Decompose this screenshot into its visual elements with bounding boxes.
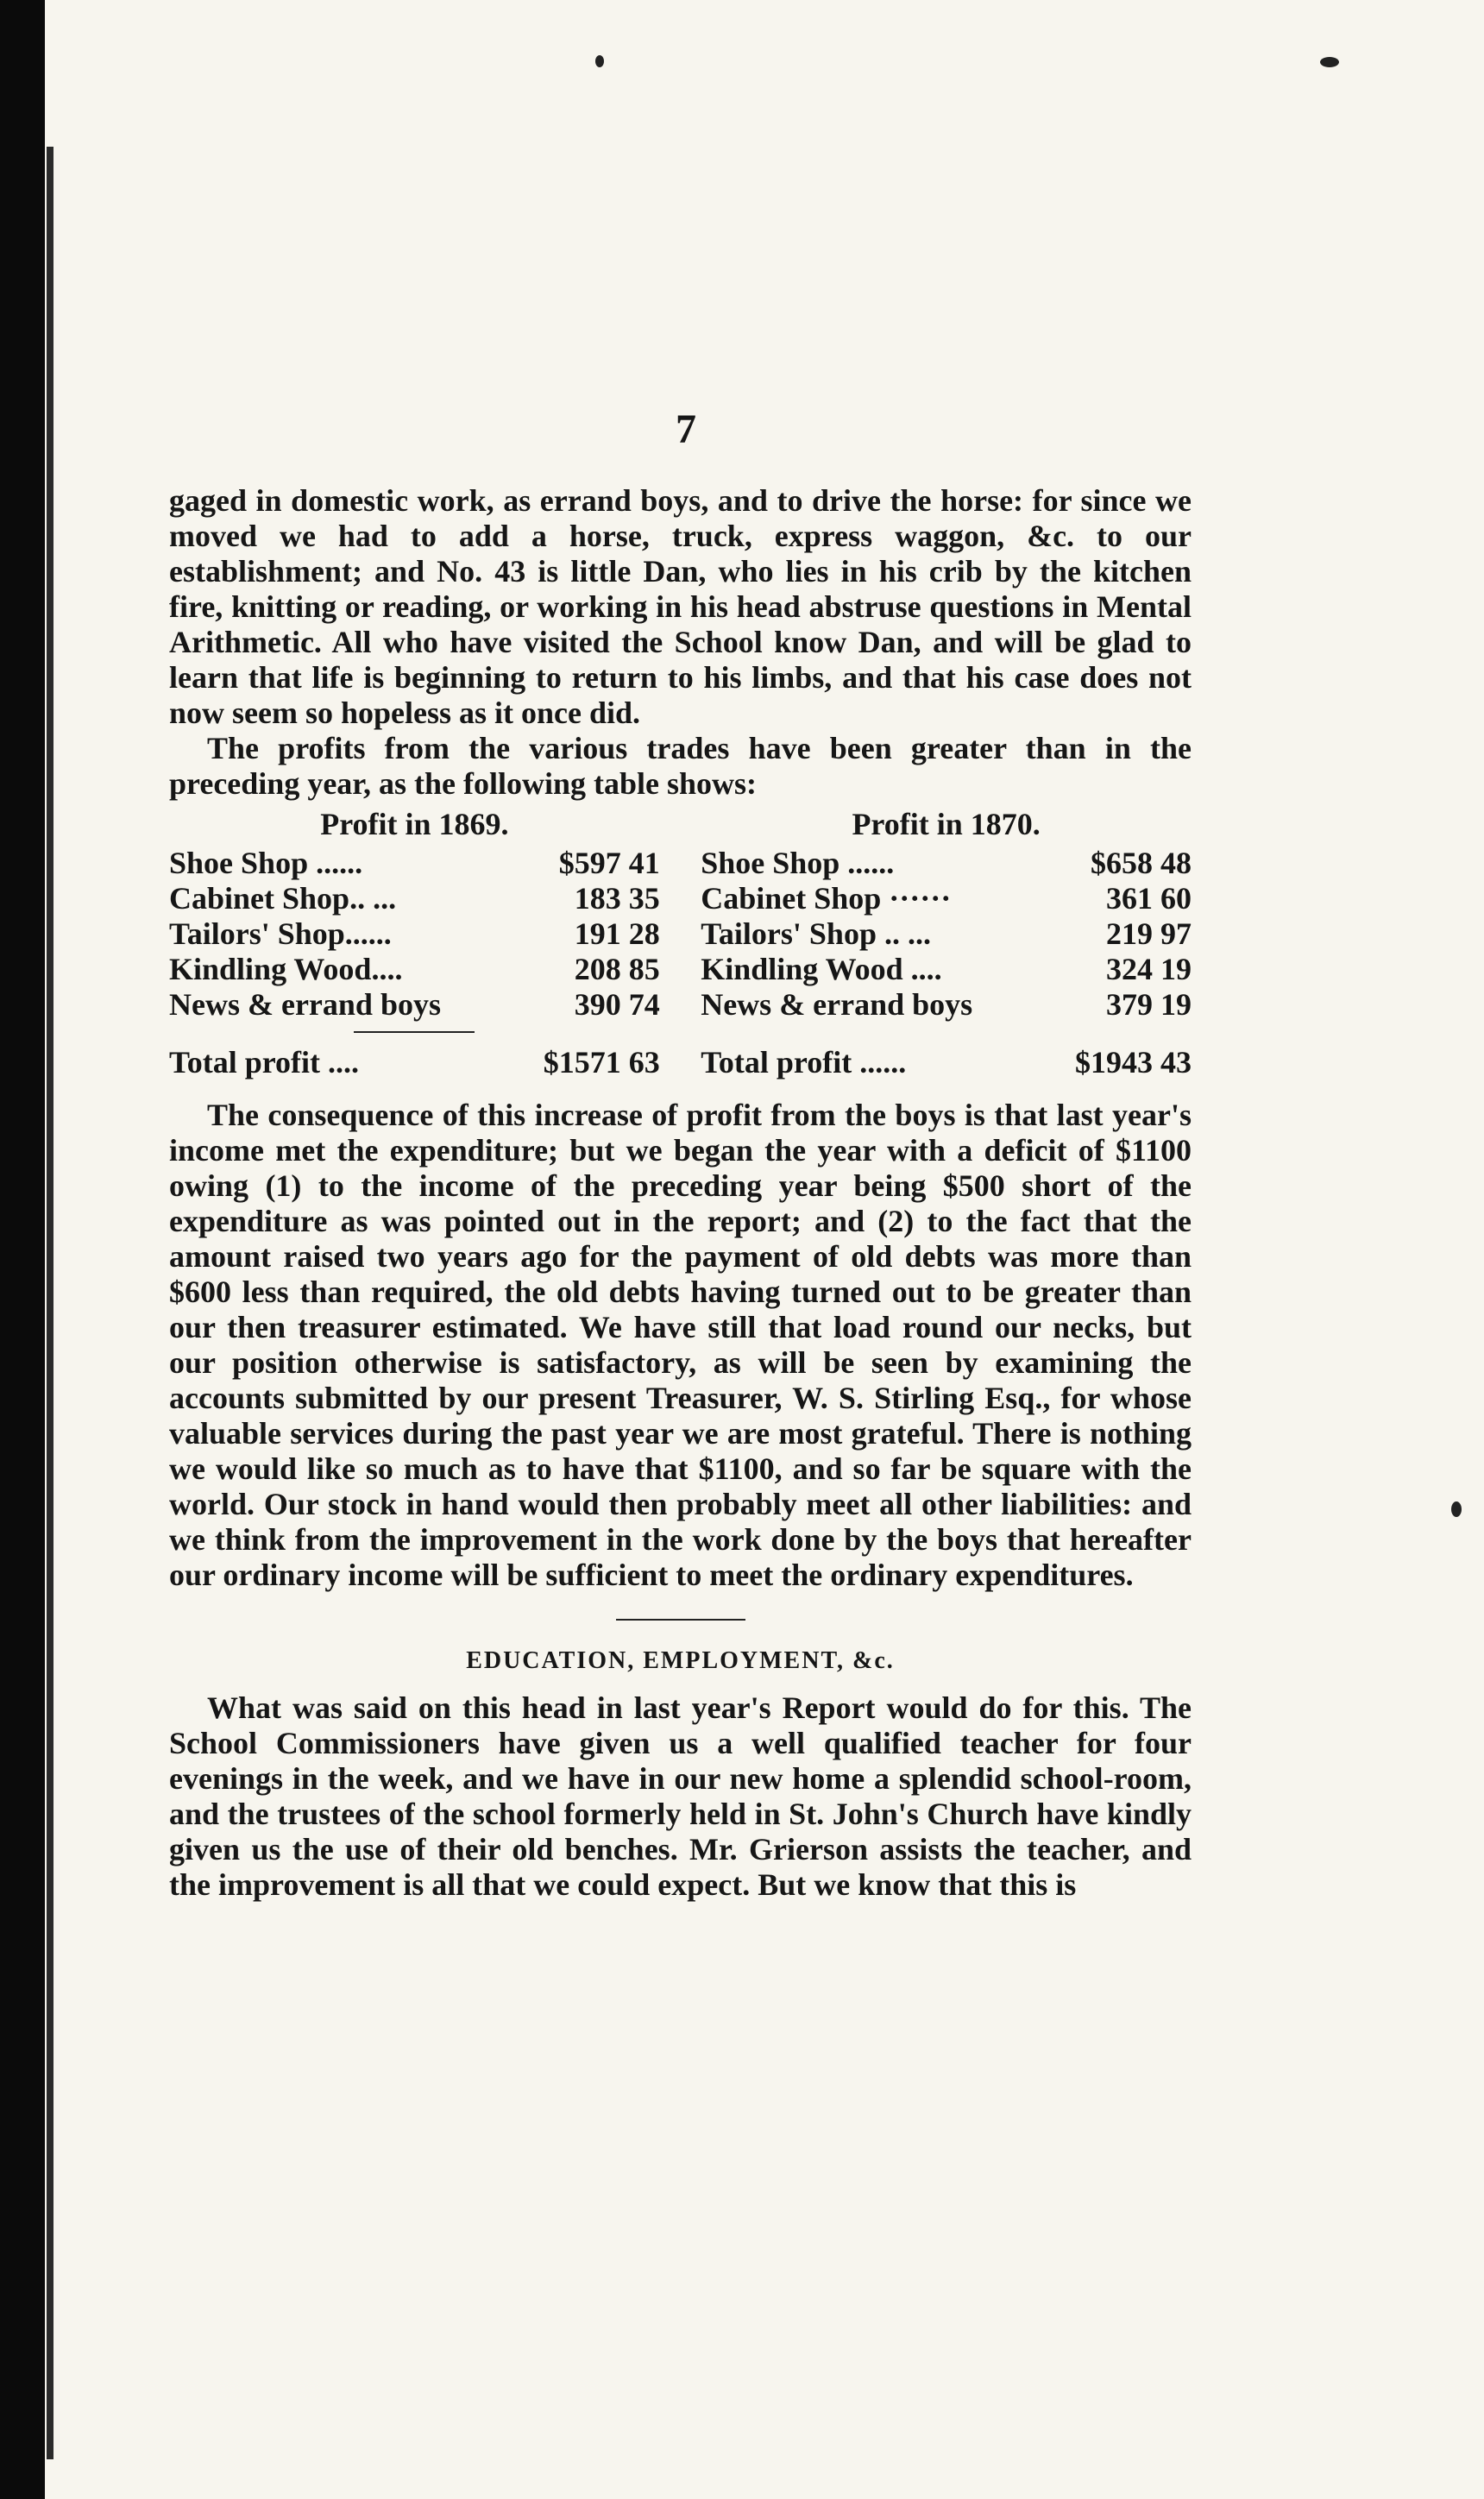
table-row — [169, 916, 660, 952]
table-row — [701, 916, 1192, 952]
row-amount: 191 28 — [574, 916, 660, 951]
paragraph: What was said on this head in last year's Report would do for this. The School Commissioners have given us a well qualified teacher for four evenings in the week, and we have in our new home a splendid school-room, and the trustees of the school formerly held in St. John's Church have kindly given us the use of their old benches. Mr. Grierson assists the teacher, and the improvement is all that we could expect. But we know that this is — [169, 1690, 1192, 1902]
total-amount: $1943 43 — [1075, 1045, 1192, 1080]
total-label: Total profit .... — [169, 1045, 360, 1080]
page-number: 7 — [676, 406, 696, 452]
row-label: Cabinet Shop.. ... — [169, 881, 397, 916]
binding-edge — [47, 147, 53, 2459]
row-label: Kindling Wood.... — [169, 952, 403, 986]
row-amount: 390 74 — [574, 987, 660, 1022]
table-row — [169, 952, 660, 987]
page-body — [169, 483, 1192, 1903]
profit-table-1869 — [169, 807, 660, 1080]
table-row — [169, 987, 660, 1023]
row-label: Shoe Shop ...... — [169, 846, 363, 880]
total-label: Total profit ...... — [701, 1045, 907, 1080]
total-amount: $1571 63 — [543, 1045, 660, 1080]
row-amount: $597 41 — [558, 846, 660, 880]
row-label: News & errand boys — [169, 987, 441, 1022]
section-divider — [616, 1619, 745, 1621]
row-amount: 183 35 — [574, 881, 660, 916]
scan-speck — [595, 55, 604, 67]
section-heading: EDUCATION, EMPLOYMENT, &c. — [466, 1647, 895, 1674]
row-label: Tailors' Shop .. ... — [701, 916, 931, 951]
table-row — [169, 881, 660, 916]
profit-tables — [169, 807, 1192, 1080]
table-row — [701, 952, 1192, 987]
row-label: Tailors' Shop...... — [169, 916, 392, 951]
sum-rule — [354, 1031, 475, 1033]
row-amount: 219 97 — [1106, 916, 1192, 951]
scan-speck — [1320, 57, 1339, 67]
row-label: Cabinet Shop ······ — [701, 881, 952, 916]
paragraph: gaged in domestic work, as errand boys, and to drive the horse: for since we moved we had to add a horse, truck, express waggon, &c. to our establishment; and No. 43 is little Dan, who lies in his crib by the kitchen fire, knitting or reading, or working in his head abstruse questions in Mental Arithmetic. All who have visited the School know Dan, and will be glad to learn that life is beginning to return to his limbs, and that his case does not now seem so hopeless as it once did. — [169, 483, 1192, 730]
row-label: News & errand boys — [701, 987, 973, 1022]
row-amount: 379 19 — [1106, 987, 1192, 1022]
row-amount: 361 60 — [1106, 881, 1192, 916]
row-amount: 208 85 — [574, 952, 660, 986]
total-row — [169, 1045, 660, 1080]
row-amount: 324 19 — [1106, 952, 1192, 986]
table-row — [701, 846, 1192, 881]
scan-speck — [1451, 1501, 1462, 1517]
row-label: Shoe Shop ...... — [701, 846, 895, 880]
paragraph: The consequence of this increase of profit from the boys is that last year's income met the expenditure; but we began the year with a deficit of $1100 owing (1) to the income of the preceding year being $500 short of the expenditure as was pointed out in the report; and (2) to the fact that the amount raised two years ago for the payment of old debts was more than $600 less than required, the old debts having turned out to be greater than our then treasurer estimated. We have still that load round our necks, but our position otherwise is satisfactory, as will be seen by examining the accounts submitted by our present Treasurer, W. S. Stirling Esq., for whose valuable services during the past year we are most grateful. There is nothing we would like so much as to have that $1100, and so far be square with the world. Our stock in hand would then probably meet all other liabilities: and we think from the improvement in the work done by the boys that hereafter our ordinary income will be sufficient to meet the ordinary expenditures. — [169, 1098, 1192, 1592]
table-heading: Profit in 1870. — [852, 807, 1041, 841]
table-row — [701, 987, 1192, 1023]
table-row — [169, 846, 660, 881]
table-row — [701, 881, 1192, 916]
total-row — [701, 1045, 1192, 1080]
row-amount: $658 48 — [1091, 846, 1192, 880]
row-label: Kindling Wood .... — [701, 952, 942, 986]
paragraph: The profits from the various trades have been greater than in the preceding year, as the following table shows: — [169, 731, 1192, 801]
table-heading: Profit in 1869. — [320, 807, 509, 841]
profit-table-1870 — [701, 807, 1192, 1080]
